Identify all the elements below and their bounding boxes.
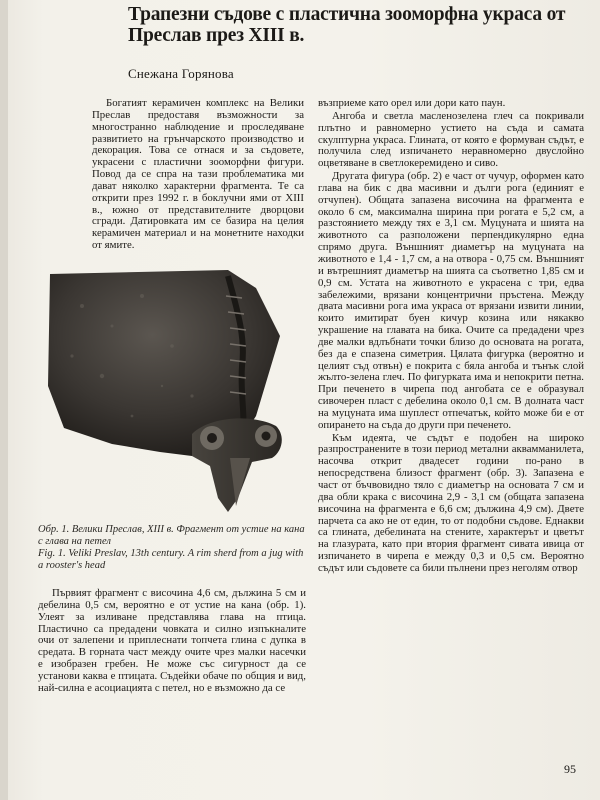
paragraph-first-fragment: Първият фрагмент с височина 4,6 см, дължина 5 см и дебелина 0,5 см, вероятно е от устие на кана (обр. 1). Улеят за изливане представлява глава на птица. Пластично са предадени човката и силно изпъкналите очи от залепени и приплеснати топчета глина с дупка в средата. В горната част между очите чрез малки насечки е изобразен гребен. Не може със сигурност да се установи каква е птицата. Съдейки обаче по общия и вид, най-силна е асоциацията с петел, но е възможно да се	[38, 587, 306, 694]
left-column-top	[92, 98, 304, 253]
page-number: 95	[564, 762, 576, 776]
figure-rooster-head-sherd	[42, 266, 306, 518]
left-column-bottom	[38, 588, 306, 696]
journal-page	[8, 0, 600, 800]
sherd-photo-image	[42, 266, 306, 518]
paragraph-aquamanile: Към идеята, че съдът е подобен на широко разпространените в този период метални аквамманилета, насочва открит двадесет години по-рано в непосредствена близост фрагмент (обр. 3). Запазена е част от бъчвовидно тяло с диаметър на основата 7 см и два обли крака с височина 2,9 - 3,1 см (общата запазена височина на фрагмента е 6,6 см; дължина 4,9 см). Двете парчета са ако не от един, то от подобни съдове. Еднакви са глината, дебелината на стените, характерът и цветът на глазурата, като при втория фрагмент сивата ивица от изпичането в чирепа е между 0,3 и 0,5 см. Вероятно съдът или съдовете са били пълнени през неголям отвор	[318, 431, 584, 574]
article-author: Снежана Горянова	[128, 66, 234, 81]
caption-bulgarian: Обр. 1. Велики Преслав, XIII в. Фрагмент от устие на кана с глава на петел	[38, 524, 305, 547]
article-title: Трапезни съдове с пластична зооморфна украса от Преслав през XIII в.	[128, 4, 566, 46]
paragraph-glaze: Ангоба и светла масленозелена глеч са покривали плътно и равномерно устието на съда и самата скулптурна украса. Глината, от която е формуван съдът, е получила след изпичането неравномерно двуслойно оцветяване в светлокеремидено и сиво.	[318, 109, 584, 170]
paragraph-continuation: възприеме като орел или дори като паун.	[318, 97, 506, 109]
right-column	[318, 98, 584, 576]
paragraph-intro: Богатият керамичен комплекс на Велики Преслав предоставя възможности за многостранно наблюдение и проследяване развитието на грънчарското производство и декорация. Това се отнася и за съдовете, украсени с пластични зооморфни фигури. Повод да се спра на тази проблематика ми дават няколко характерни фрагмента. Те са открити през 1992 г. в боклучни ями от XIII в., южно от представителните дворцови сгради. Датировката им се базира на целия керамичен материал и на монетните находки от ямите.	[92, 97, 304, 252]
caption-english: Fig. 1. Veliki Preslav, 13th century. A rim sherd from a jug with a rooster's head	[38, 548, 304, 571]
paragraph-bull-figure: Другата фигура (обр. 2) е част от чучур, оформен като глава на бик с два масивни и дълги рога (единият е отчупен). Общата запазена височина на фрагмента е около 6 см, максимална ширина при рогата е 5,2 см, а разстоянието между тях е 3,1 см. Муцуната и шията на животното са разположени перпендикулярно една спрямо друга. Външният диаметър на муцуната на животното е 1,4 - 1,7 см, а на отвора - 0,75 см. Външният и вътрешният диаметър на шията са съответно 1,85 см и 0,9 см. Устата на животното е украсена с три, едва забележими, врязани концентрични пръстена. Между двата масивни рога има украса от врязани извити линии, които имитират буен кичур козина или някакво украшение на главата на бика. Очите са предадени чрез две малки вдлъбнати точки близо до основата на рогата, без да е спазена симетрия. Цялата фигурка (вероятно и целият съд отвън) е покрита с бяла ангоба и тънък слой жълто-зелена глеч. По фигурката има и непокрити петна. При печенето в чирепа под ангобата се е образувал сивочерен пласт с дебелина около 0,1 см. В долната част на муцуната има шуплест отпечатък, който може би е от опирането на съда до други при печенето.	[318, 170, 584, 431]
figure-caption	[38, 524, 308, 572]
